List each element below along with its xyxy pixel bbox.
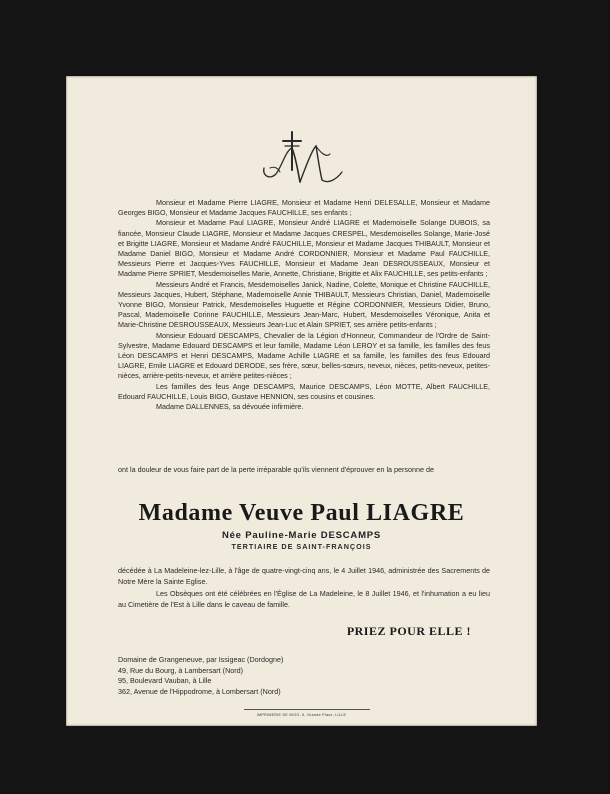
cross-m-monogram-icon: [66, 128, 537, 190]
grandchildren-paragraph: Monsieur et Madame Paul LIAGRE, Monsieur André LIAGRE et Mademoiselle Solange DUBOIS, sa fiancée, Monsieur Claude LIAGRE, Monsieur et Madame Jacques CRESPEL, Mesdemoiselles Solange, Marie-José et Brigitte LIAGRE, Monsieur et Madame André FAUCHILLE, Monsieur et Madame Jacques THIBAULT, Monsieur et Madame Daniel BIGO, Monsieur et Madame André CORDONNIER, Monsieur et Madame Paul FAUCHILLE, Messieurs Pierre et Jacques-Yves FAUCHILLE, Monsieur et Madame Jean DESROUSSEAUX, Monsieur et Madame Pierre SPRIET, Mesdemoiselles Marie, Annette, Christiane, Brigitte et Alix FAUCHILLE, ses petits-enfants ;: [118, 218, 490, 279]
death-notice-paper: [66, 76, 537, 726]
printer-divider: [244, 709, 370, 710]
address-line: 95, Boulevard Vauban, à Lille: [118, 676, 212, 685]
great-grandchildren-paragraph: Messieurs André et Francis, Mesdemoiselles Janick, Nadine, Colette, Monique et Christine FAUCHILLE, Messieurs Jacques, Hubert, Stéphane, Mademoiselle Annie THIBAULT, Messieurs Christian, Daniel, Mademoiselle Yvonne BIGO, Monsieur Patrick, Mesdemoiselles Huguette et Régine CORDONNIER, Messieurs Didier, Bruno, Pascal, Mademoiselle Corinne FAUCHILLE, Messieurs Jean-Marc, Hubert, Mesdemoiselles Véronique, Anita et Marie-Christine DESROUSSEAUX, Messieurs Jean-Luc et Alain SPRIET, ses arrière petits-enfants ;: [118, 279, 490, 330]
children-paragraph: Monsieur et Madame Pierre LIAGRE, Monsieur et Madame Henri DELESALLE, Monsieur et Madame Georges BIGO, Monsieur et Madame Jacques FAUCHILLE, ses enfants ;: [118, 198, 490, 218]
nurse-paragraph: Madame DALLENNES, sa dévouée infirmière.: [156, 402, 304, 412]
family-list: [118, 198, 490, 412]
tertiary-title: TERTIAIRE DE SAINT-FRANÇOIS: [231, 542, 372, 551]
siblings-paragraph: Monsieur Edouard DESCAMPS, Chevalier de la Légion d'Honneur, Commandeur de l'Ordre de Saint-Sylvestre, Madame Edouard DESCAMPS et leur famille, Madame Léon LEROY et sa famille, les familles des feus Léon DESCAMPS et Henri DESCAMPS, Madame Achille LIAGRE et sa famille, les familles des feus Edouard LIAGRE, Emile LIAGRE et Edouard DERODE, ses frère, sœur, belles-sœurs, neveux, nièces, petits-neveux, petites-nièces, arrière-petits-neveux, et arrière petites-nièces ;: [118, 330, 490, 381]
family-addresses: [118, 655, 378, 697]
cousins-paragraph: Les familles des feus Ange DESCAMPS, Maurice DESCAMPS, Léon MOTTE, Albert FAUCHILLE, Edouard FAUCHILLE, Louis BIGO, Gustave HENNION, ses cousins et cousines.: [118, 381, 490, 401]
prayer-heading: PRIEZ POUR ELLE !: [346, 624, 471, 638]
address-line: 49, Rue du Bourg, à Lambersart (Nord): [118, 665, 244, 675]
death-details: [118, 566, 490, 610]
death-date-text: décédée à La Madeleine-lez-Lille, à l'âge de quatre-vingt-cinq ans, le 4 Juillet 1946, administrée des Sacrements de Notre Mère la Sainte Eglise.: [118, 566, 490, 586]
birth-name: Née Pauline-Marie DESCAMPS: [221, 530, 382, 541]
address-line: 362, Avenue de l'Hippodrome, à Lombersart (Nord): [118, 686, 281, 696]
funeral-text: Les Obsèques ont été célébrées en l'Église de La Madeleine, le 8 Juillet 1946, et l'inhumation a eu lieu au Cimetière de l'Est à Lille dans le caveau de famille.: [118, 589, 490, 609]
announcement-line: ont la douleur de vous faire part de la perte irréparable qu'ils viennent d'éprouver en la personne de: [118, 465, 435, 474]
printer-credit: IMPRIMERIE DE BIGO, 6, Grande Place, LILLE: [256, 713, 347, 717]
deceased-name: Madame Veuve Paul LIAGRE: [138, 500, 465, 526]
announcement-text: [118, 465, 490, 476]
address-line: Domaine de Grangeneuve, par Issigeac (Dordogne): [118, 655, 284, 664]
